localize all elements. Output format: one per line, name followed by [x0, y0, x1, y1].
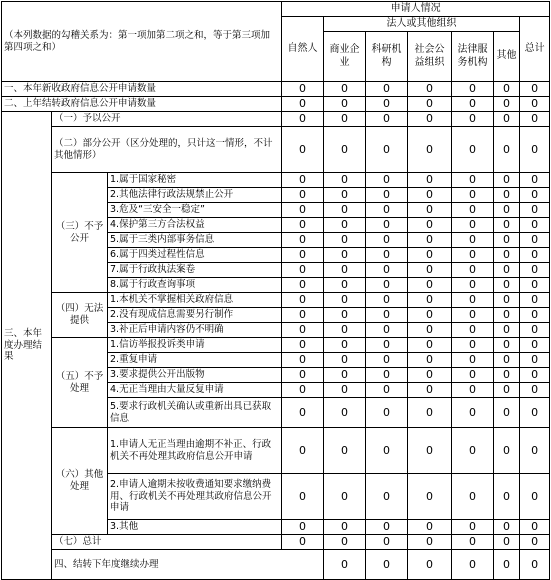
row-group-label: （三）不予公开 [52, 173, 108, 293]
row-label: 6.属于四类过程性信息 [108, 248, 282, 263]
row-label: 3.危及“三安全一稳定” [108, 203, 282, 218]
value-cell: 0 [366, 520, 408, 535]
row-label: 2.重复申请 [108, 353, 282, 368]
header-research: 科研机构 [366, 32, 408, 82]
value-cell: 0 [282, 293, 324, 308]
value-cell: 0 [366, 278, 408, 293]
value-cell: 0 [282, 308, 324, 323]
value-cell: 0 [494, 173, 520, 188]
row-label: 四、结转下年度继续办理 [52, 550, 324, 580]
value-cell: 0 [324, 535, 366, 550]
value-cell: 0 [366, 338, 408, 353]
value-cell: 0 [324, 233, 366, 248]
row-label: 二、上年结转政府信息公开申请数量 [2, 97, 282, 112]
value-cell: 0 [324, 338, 366, 353]
value-cell: 0 [408, 368, 452, 383]
value-cell: 0 [366, 308, 408, 323]
table-row [2, 82, 550, 97]
value-cell: 0 [494, 233, 520, 248]
value-cell: 0 [366, 293, 408, 308]
value-cell: 0 [452, 263, 494, 278]
value-cell: 0 [282, 233, 324, 248]
row-label: 一、本年新收政府信息公开申请数量 [2, 82, 282, 97]
value-cell: 0 [366, 368, 408, 383]
value-cell: 0 [324, 520, 366, 535]
row-label-results: 三、本年度办理结果 [2, 112, 52, 580]
value-cell: 0 [494, 398, 520, 428]
value-cell: 0 [452, 293, 494, 308]
value-cell: 0 [494, 278, 520, 293]
value-cell: 0 [452, 428, 494, 474]
table-row [2, 535, 550, 550]
value-cell: 0 [408, 248, 452, 263]
value-cell: 0 [520, 248, 550, 263]
value-cell: 0 [452, 173, 494, 188]
row-label: （七）总计 [52, 535, 282, 550]
value-cell: 0 [494, 112, 520, 127]
value-cell: 0 [324, 127, 366, 173]
value-cell: 0 [494, 308, 520, 323]
row-group-label: （四）无法提供 [52, 293, 108, 338]
value-cell: 0 [520, 353, 550, 368]
value-cell: 0 [520, 82, 550, 97]
value-cell: 0 [520, 218, 550, 233]
value-cell: 0 [324, 278, 366, 293]
value-cell: 0 [282, 218, 324, 233]
value-cell: 0 [520, 428, 550, 474]
value-cell: 0 [408, 535, 452, 550]
table-row [2, 338, 550, 353]
value-cell: 0 [282, 535, 324, 550]
value-cell: 0 [452, 550, 494, 580]
value-cell: 0 [282, 474, 324, 520]
row-label: 4.保护第三方合法权益 [108, 218, 282, 233]
value-cell: 0 [494, 368, 520, 383]
value-cell: 0 [324, 293, 366, 308]
value-cell: 0 [452, 127, 494, 173]
value-cell: 0 [494, 127, 520, 173]
value-cell: 0 [520, 233, 550, 248]
row-label: 3.补正后申请内容仍不明确 [108, 323, 282, 338]
header-note: （本列数据的勾稽关系为：第一项加第二项之和，等于第三项加第四项之和） [2, 2, 282, 82]
value-cell: 0 [520, 112, 550, 127]
value-cell: 0 [366, 97, 408, 112]
value-cell: 0 [452, 520, 494, 535]
value-cell: 0 [520, 323, 550, 338]
value-cell: 0 [520, 474, 550, 520]
value-cell: 0 [408, 82, 452, 97]
value-cell: 0 [324, 112, 366, 127]
value-cell: 0 [324, 474, 366, 520]
row-group-label: （六）其他处理 [52, 428, 108, 535]
value-cell: 0 [408, 127, 452, 173]
value-cell: 0 [494, 188, 520, 203]
value-cell: 0 [520, 338, 550, 353]
header-other: 其他 [494, 32, 520, 82]
table-row [2, 112, 550, 127]
value-cell: 0 [408, 278, 452, 293]
header-legal-service: 法律服务机构 [452, 32, 494, 82]
header-legal-entities: 法人或其他组织 [324, 17, 520, 32]
value-cell: 0 [324, 97, 366, 112]
value-cell: 0 [494, 428, 520, 474]
value-cell: 0 [282, 188, 324, 203]
value-cell: 0 [282, 323, 324, 338]
value-cell: 0 [452, 398, 494, 428]
value-cell: 0 [366, 353, 408, 368]
value-cell: 0 [366, 82, 408, 97]
value-cell: 0 [324, 428, 366, 474]
value-cell: 0 [520, 368, 550, 383]
row-label: 1.信访举报投诉类申请 [108, 338, 282, 353]
row-label: 4.无正当理由大量反复申请 [108, 383, 282, 398]
value-cell: 0 [282, 353, 324, 368]
value-cell: 0 [452, 97, 494, 112]
value-cell: 0 [282, 112, 324, 127]
value-cell: 0 [520, 127, 550, 173]
value-cell: 0 [408, 398, 452, 428]
value-cell: 0 [366, 535, 408, 550]
value-cell: 0 [452, 368, 494, 383]
value-cell: 0 [520, 188, 550, 203]
value-cell: 0 [366, 383, 408, 398]
table-row [2, 293, 550, 308]
row-label: 2.申请人逾期未按收费通知要求缴纳费用、行政机关不再处理其政府信息公开申请 [108, 474, 282, 520]
value-cell: 0 [324, 218, 366, 233]
table-row [2, 550, 550, 580]
row-label: 1.属于国家秘密 [108, 173, 282, 188]
header-applicant-situation: 申请人情况 [282, 2, 550, 17]
value-cell: 0 [366, 428, 408, 474]
value-cell: 0 [366, 188, 408, 203]
value-cell: 0 [494, 248, 520, 263]
row-label: 2.其他法律行政法规禁止公开 [108, 188, 282, 203]
value-cell: 0 [494, 293, 520, 308]
value-cell: 0 [282, 203, 324, 218]
value-cell: 0 [282, 263, 324, 278]
value-cell: 0 [408, 188, 452, 203]
row-label: （二）部分公开（区分处理的，只计这一情形，不计其他情形） [52, 127, 282, 173]
value-cell: 0 [324, 353, 366, 368]
value-cell: 0 [282, 97, 324, 112]
row-label: 1.本机关不掌握相关政府信息 [108, 293, 282, 308]
value-cell: 0 [282, 82, 324, 97]
value-cell: 0 [520, 383, 550, 398]
value-cell: 0 [452, 323, 494, 338]
value-cell: 0 [408, 550, 452, 580]
value-cell: 0 [282, 398, 324, 428]
value-cell: 0 [520, 97, 550, 112]
value-cell: 0 [452, 353, 494, 368]
value-cell: 0 [494, 82, 520, 97]
value-cell: 0 [494, 520, 520, 535]
header-natural-person: 自然人 [282, 17, 324, 82]
row-group-label: （五）不予处理 [52, 338, 108, 428]
value-cell: 0 [408, 474, 452, 520]
value-cell: 0 [452, 188, 494, 203]
value-cell: 0 [282, 428, 324, 474]
value-cell: 0 [282, 248, 324, 263]
value-cell: 0 [366, 550, 408, 580]
value-cell: 0 [452, 308, 494, 323]
value-cell: 0 [366, 112, 408, 127]
value-cell: 0 [494, 550, 520, 580]
value-cell: 0 [324, 188, 366, 203]
row-label: 5.要求行政机关确认或重新出具已获取信息 [108, 398, 282, 428]
row-label: 3.其他 [108, 520, 282, 535]
value-cell: 0 [494, 353, 520, 368]
value-cell: 0 [494, 535, 520, 550]
value-cell: 0 [408, 112, 452, 127]
value-cell: 0 [494, 218, 520, 233]
value-cell: 0 [520, 398, 550, 428]
value-cell: 0 [282, 338, 324, 353]
value-cell: 0 [520, 535, 550, 550]
value-cell: 0 [366, 398, 408, 428]
value-cell: 0 [366, 218, 408, 233]
value-cell: 0 [282, 278, 324, 293]
value-cell: 0 [366, 263, 408, 278]
value-cell: 0 [408, 383, 452, 398]
value-cell: 0 [324, 203, 366, 218]
value-cell: 0 [452, 474, 494, 520]
value-cell: 0 [452, 338, 494, 353]
value-cell: 0 [366, 233, 408, 248]
value-cell: 0 [408, 323, 452, 338]
header-public-welfare: 社会公益组织 [408, 32, 452, 82]
value-cell: 0 [494, 474, 520, 520]
value-cell: 0 [452, 278, 494, 293]
value-cell: 0 [520, 278, 550, 293]
value-cell: 0 [520, 308, 550, 323]
row-label: 3.要求提供公开出版物 [108, 368, 282, 383]
value-cell: 0 [452, 82, 494, 97]
value-cell: 0 [408, 218, 452, 233]
table-row [2, 97, 550, 112]
value-cell: 0 [324, 82, 366, 97]
value-cell: 0 [366, 248, 408, 263]
value-cell: 0 [494, 323, 520, 338]
value-cell: 0 [366, 474, 408, 520]
value-cell: 0 [408, 203, 452, 218]
table-row [2, 428, 550, 474]
value-cell: 0 [408, 520, 452, 535]
value-cell: 0 [324, 248, 366, 263]
value-cell: 0 [408, 308, 452, 323]
row-label: 5.属于三类内部事务信息 [108, 233, 282, 248]
value-cell: 0 [452, 112, 494, 127]
value-cell: 0 [520, 550, 550, 580]
row-label: 1.申请人无正当理由逾期不补正、行政机关不再处理其政府信息公开申请 [108, 428, 282, 474]
value-cell: 0 [324, 308, 366, 323]
value-cell: 0 [408, 263, 452, 278]
table-row [2, 127, 550, 173]
value-cell: 0 [408, 293, 452, 308]
value-cell: 0 [452, 248, 494, 263]
value-cell: 0 [520, 293, 550, 308]
value-cell: 0 [520, 263, 550, 278]
row-label: （一）予以公开 [52, 112, 282, 127]
value-cell: 0 [324, 173, 366, 188]
value-cell: 0 [408, 173, 452, 188]
value-cell: 0 [452, 383, 494, 398]
value-cell: 0 [282, 173, 324, 188]
value-cell: 0 [324, 398, 366, 428]
header-commercial: 商业企业 [324, 32, 366, 82]
value-cell: 0 [520, 520, 550, 535]
value-cell: 0 [324, 383, 366, 398]
value-cell: 0 [494, 383, 520, 398]
value-cell: 0 [366, 323, 408, 338]
value-cell: 0 [324, 550, 366, 580]
value-cell: 0 [452, 218, 494, 233]
value-cell: 0 [452, 203, 494, 218]
value-cell: 0 [366, 173, 408, 188]
value-cell: 0 [494, 203, 520, 218]
value-cell: 0 [282, 368, 324, 383]
row-label: 2.没有现成信息需要另行制作 [108, 308, 282, 323]
value-cell: 0 [282, 383, 324, 398]
value-cell: 0 [408, 338, 452, 353]
table-row [2, 173, 550, 188]
value-cell: 0 [520, 173, 550, 188]
value-cell: 0 [324, 368, 366, 383]
value-cell: 0 [494, 263, 520, 278]
value-cell: 0 [494, 97, 520, 112]
value-cell: 0 [282, 520, 324, 535]
value-cell: 0 [452, 535, 494, 550]
value-cell: 0 [408, 428, 452, 474]
disclosure-stats-table [1, 1, 550, 580]
value-cell: 0 [408, 97, 452, 112]
value-cell: 0 [282, 127, 324, 173]
value-cell: 0 [366, 203, 408, 218]
row-label: 7.属于行政执法案卷 [108, 263, 282, 278]
row-label: 8.属于行政查询事项 [108, 278, 282, 293]
value-cell: 0 [324, 263, 366, 278]
header-total: 总计 [520, 17, 550, 82]
value-cell: 0 [520, 203, 550, 218]
value-cell: 0 [408, 233, 452, 248]
value-cell: 0 [494, 338, 520, 353]
value-cell: 0 [324, 323, 366, 338]
value-cell: 0 [408, 353, 452, 368]
value-cell: 0 [452, 233, 494, 248]
value-cell: 0 [366, 127, 408, 173]
